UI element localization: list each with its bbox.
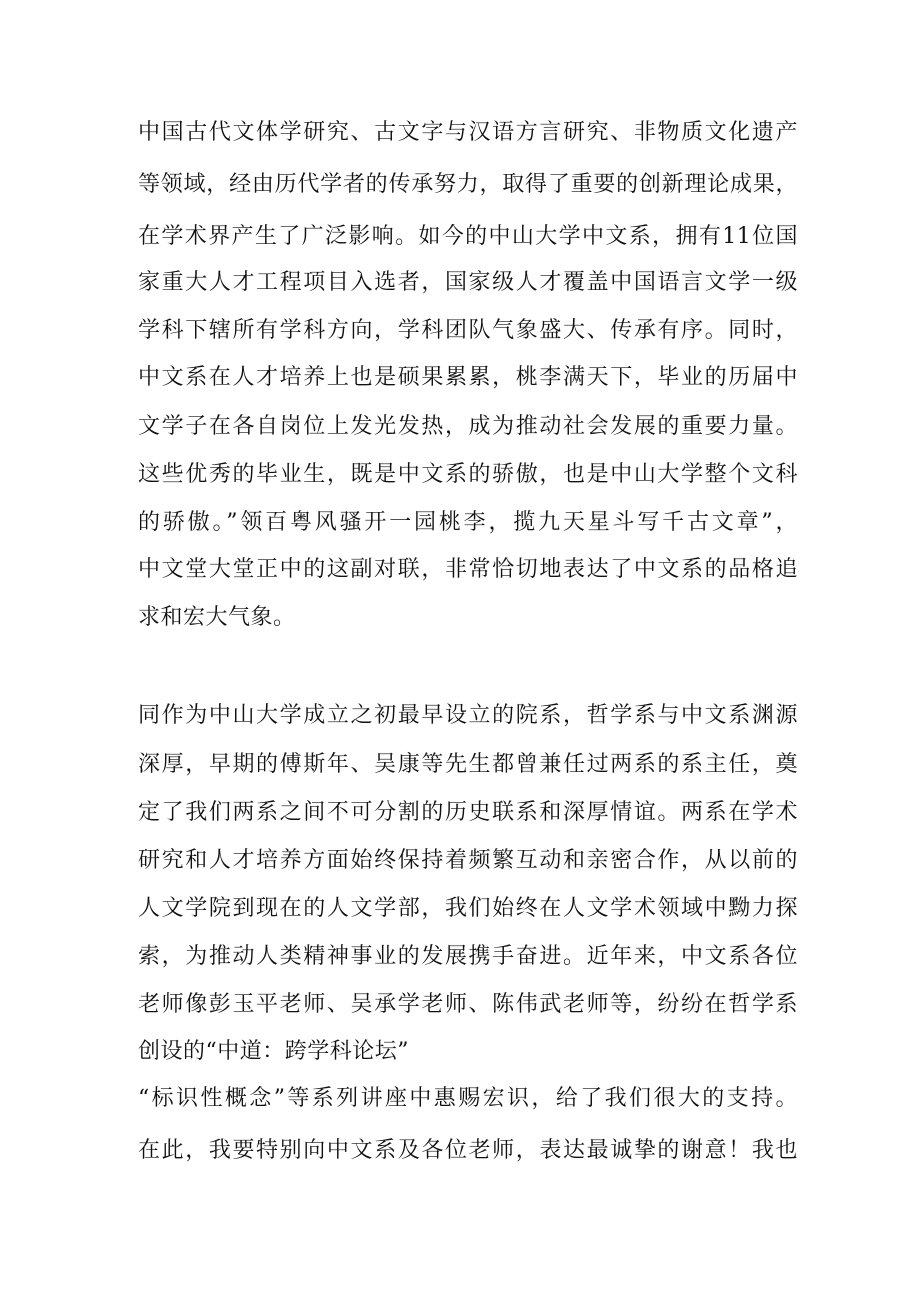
paragraph-2-line-7: 老师像彭玉平老师、吴承学老师、陈伟武老师等，纷纷在哲学系 <box>138 992 798 1017</box>
paragraph-2-line-2: 深厚，早期的傅斯年、吴康等先生都曾兼任过两系的系主任，奠 <box>138 752 798 777</box>
paragraph-1-line-8: 这些优秀的毕业生，既是中文系的骄傲，也是中山大学整个文科 <box>138 462 798 487</box>
paragraph-1-line-3: 在学术界产生了广泛影响。如今的中山大学中文系，拥有11位国 <box>138 224 798 249</box>
paragraph-2-line-4: 研究和人才培养方面始终保持着频繁互动和亲密合作，从以前的 <box>138 848 798 873</box>
paragraph-2-line-1: 同作为中山大学成立之初最早设立的院系，哲学系与中文系渊源 <box>138 703 798 728</box>
paragraph-1-line-9: 的骄傲。”领百粤风骚开一园桃李，揽九天星斗写千古文章”， <box>138 510 798 535</box>
paragraph-2-line-9: “标识性概念”等系列讲座中惠赐宏识，给了我们很大的支持。 <box>138 1086 798 1111</box>
paragraph-1-line-7: 文学子在各自岗位上发光发热，成为推动社会发展的重要力量。 <box>138 414 798 439</box>
paragraph-2-line-8: 创设的“中道：跨学科论坛” <box>138 1039 409 1064</box>
paragraph-1-line-5: 学科下辖所有学科方向，学科团队气象盛大、传承有序。同时， <box>138 318 798 343</box>
paragraph-2-line-6: 索，为推动人类精神事业的发展携手奋进。近年来，中文系各位 <box>138 944 798 969</box>
paragraph-1-line-10: 中文堂大堂正中的这副对联，非常恰切地表达了中文系的品格追 <box>138 557 798 582</box>
paragraph-1-line-6: 中文系在人才培养上也是硕果累累，桃李满天下，毕业的历届中 <box>138 365 798 390</box>
paragraph-2-line-10: 在此，我要特别向中文系及各位老师，表达最诚挚的谢意！我也 <box>138 1138 798 1163</box>
paragraph-1-line-1: 中国古代文体学研究、古文字与汉语方言研究、非物质文化遗产 <box>138 120 798 145</box>
paragraph-1-line-11: 求和宏大气象。 <box>138 605 296 630</box>
paragraph-2-line-3: 定了我们两系之间不可分割的历史联系和深厚情谊。两系在学术 <box>138 800 798 825</box>
paragraph-2-line-5: 人文学院到现在的人文学部，我们始终在人文学术领域中黝力探 <box>138 896 798 921</box>
paragraph-1-line-4: 家重大人才工程项目入选者，国家级人才覆盖中国语言文学一级 <box>138 270 798 295</box>
paragraph-1-line-2: 等领域，经由历代学者的传承努力，取得了重要的创新理论成果， <box>138 172 798 197</box>
